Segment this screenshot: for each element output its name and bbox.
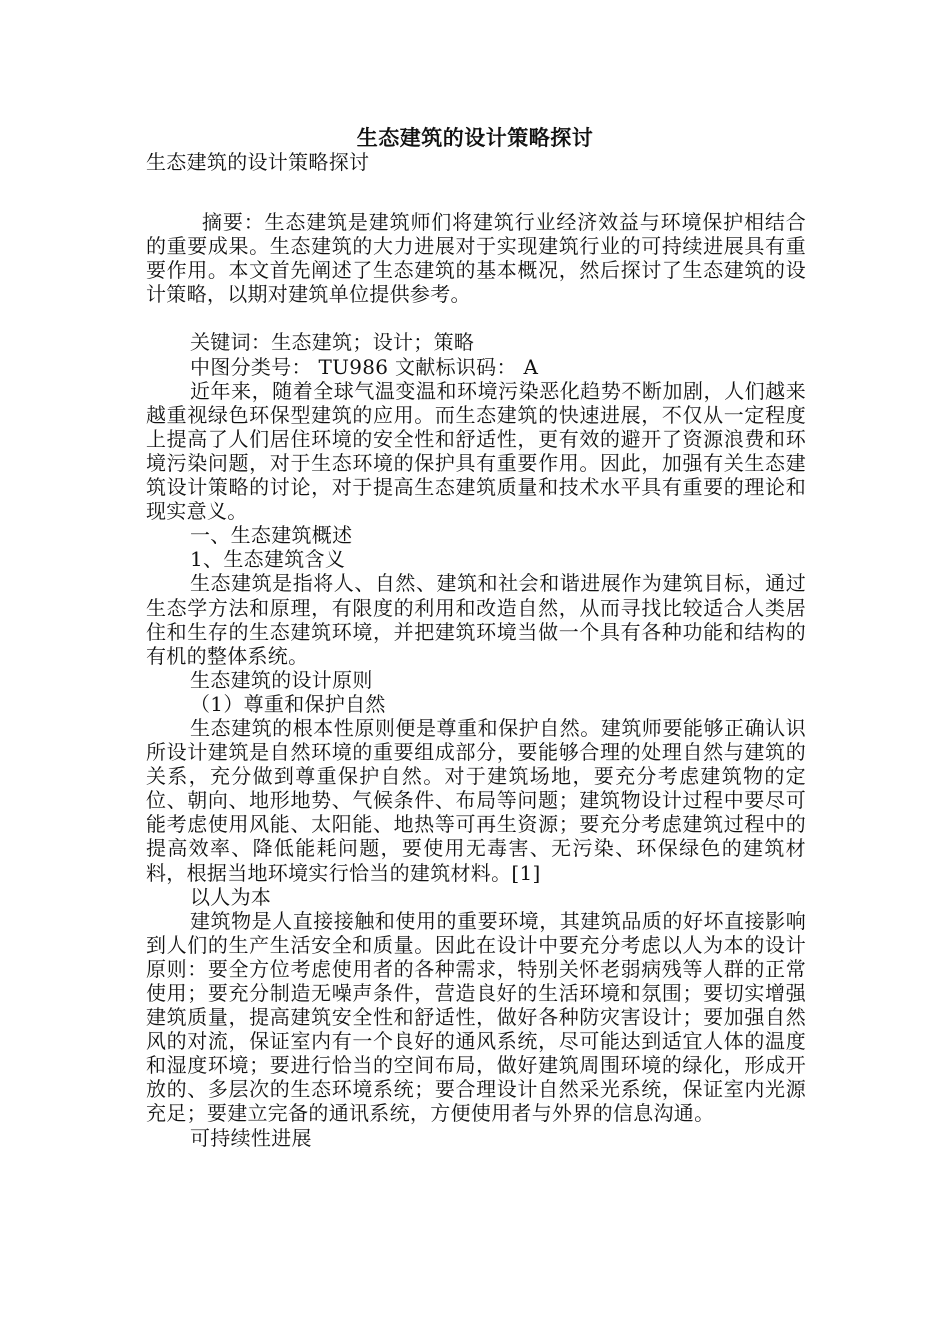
document-body [146,150,806,1150]
principle-heading: 以人为本 [190,884,272,909]
principle-heading: （1）尊重和保护自然 [190,691,386,716]
section-heading: 一、生态建筑概述 [190,523,353,548]
body-paragraph: 生态建筑是指将人、自然、建筑和社会和谐进展作为建筑目标，通过生态学方法和原理，有限度的利用和改造自然，从而寻找比较适合人类居住和生存的生态建筑环境，并把建筑环境当做一个具有各种功能和结构的有机的整体系统。 [146,571,806,668]
intro-paragraph: 近年来，随着全球气温变温和环境污染恶化趋势不断加剧，人们越来越重视绿色环保型建筑的应用。而生态建筑的快速进展，不仅从一定程度上提高了人们居住环境的安全性和舒适性，更有效的避开了资源浪费和环境污染问题，对于生态环境的保护具有重要作用。因此，加强有关生态建筑设计策略的讨论，对于提高生态建筑质量和技术水平具有重要的理论和现实意义。 [146,378,806,524]
abstract-paragraph: 摘要：生态建筑是建筑师们将建筑行业经济效益与环境保护相结合的重要成果。生态建筑的大力进展对于实现建筑行业的可持续进展具有重要作用。本文首先阐述了生态建筑的基本概况，然后探讨了生态建筑的设计策略，以期对建筑单位提供参考。 [146,210,806,307]
document-subtitle: 生态建筑的设计策略探讨 [146,150,370,174]
principle-heading: 可持续性进展 [190,1125,312,1150]
body-paragraph: 建筑物是人直接接触和使用的重要环境，其建筑品质的好坏直接影响到人们的生产生活安全和质量。因此在设计中要充分考虑以人为本的设计原则：要全方位考虑使用者的各种需求，特别关怀老弱病残等人群的正常使用；要充分制造无噪声条件，营造良好的生活环境和氛围；要切实增强建筑质量，提高建筑安全性和舒适性，做好各种防灾害设计；要加强自然风的对流，保证室内有一个良好的通风系统，尽可能达到适宜人体的温度和湿度环境；要进行恰当的空间布局，做好建筑周围环境的绿化，形成开放的、多层次的生态环境系统；要合理设计自然采光系统，保证室内光源充足；要建立完备的通讯系统，方便使用者与外界的信息沟通。 [146,908,806,1126]
classification-line: 中图分类号： TU986 文献标识码： A [190,354,539,379]
spacer [146,174,806,210]
subsection-heading: 生态建筑的设计原则 [190,667,373,692]
subsection-heading: 1、生态建筑含义 [190,547,346,572]
spacer [146,306,806,330]
keywords-line: 关键词：生态建筑；设计；策略 [190,330,475,355]
document-title: 生态建筑的设计策略探讨 [356,126,594,150]
body-paragraph: 生态建筑的根本性原则便是尊重和保护自然。建筑师要能够正确认识所设计建筑是自然环境的重要组成部分，要能够合理的处理自然与建筑的关系，充分做到尊重保护自然。对于建筑场地，要充分考虑建筑物的定位、朝向、地形地势、气候条件、布局等问题；建筑物设计过程中要尽可能考虑使用风能、太阳能、地热等可再生资源；要充分考虑建筑过程中的提高效率、降低能耗问题，要使用无毒害、无污染、环保绿色的建筑材料，根据当地环境实行恰当的建筑材料。[1] [146,715,806,885]
